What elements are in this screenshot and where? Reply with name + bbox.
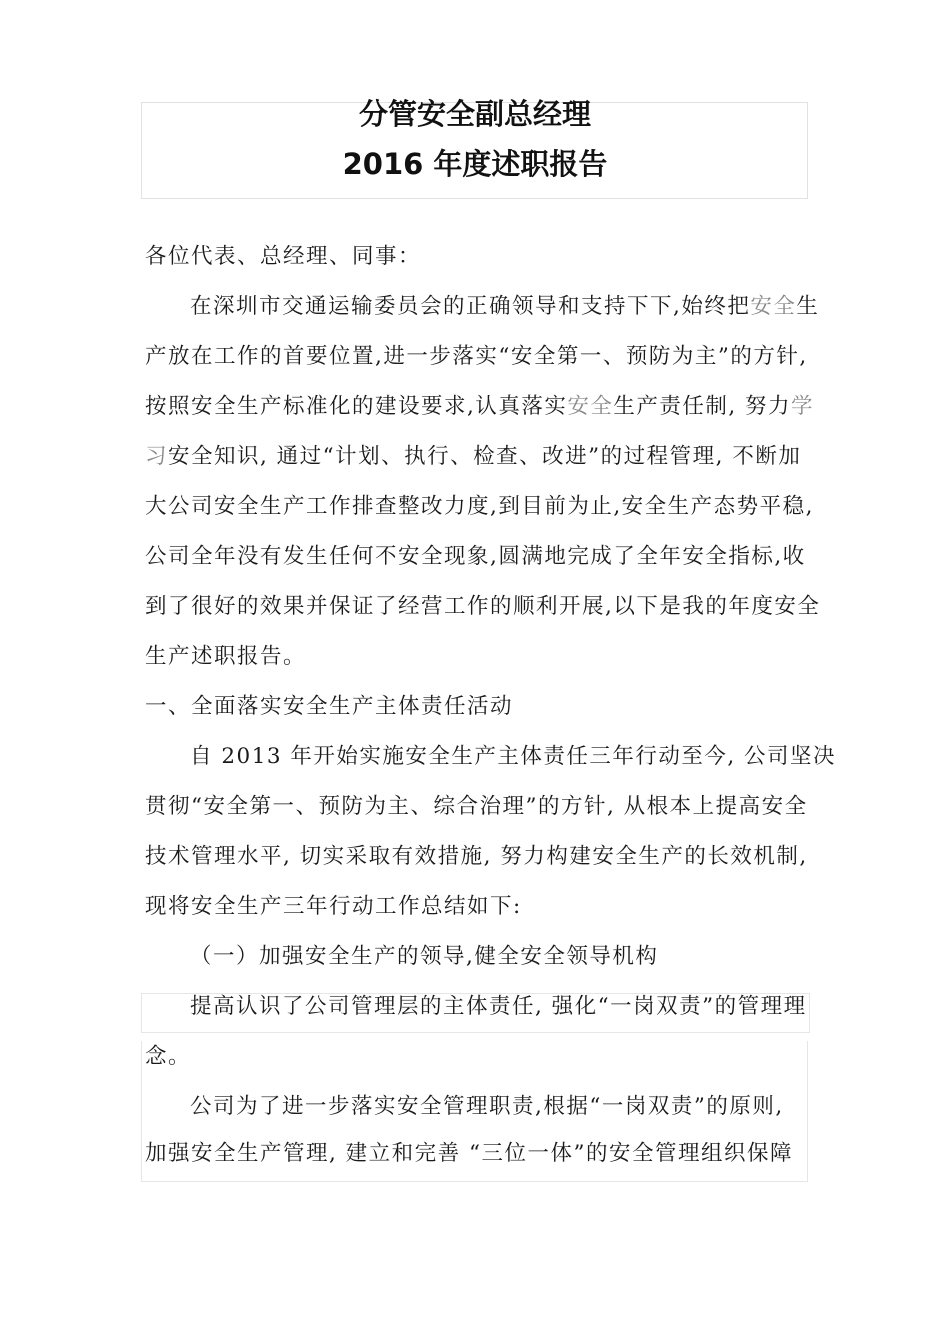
paragraph-line: 按照安全生产标准化的建设要求,认真落实安全生产责任制, 努力学 xyxy=(145,394,815,419)
paragraph-line: 加强安全生产管理, 建立和完善 “三位一体”的安全管理组织保障 xyxy=(145,1141,793,1166)
salutation: 各位代表、总经理、同事： xyxy=(145,244,422,269)
subheading: （一）加强安全生产的领导,健全安全领导机构 xyxy=(190,944,659,969)
paragraph-line: 产放在工作的首要位置,进一步落实“安全第一、预防为主”的方针, xyxy=(145,344,808,369)
paragraph-line: 提高认识了公司管理层的主体责任, 强化“一岗双责”的管理理 xyxy=(190,994,807,1019)
paragraph-line: 大公司安全生产工作排查整改力度,到目前为止,安全生产态势平稳, xyxy=(145,494,815,519)
paragraph-line: 习安全知识, 通过“计划、执行、检查、改进”的过程管理, 不断加 xyxy=(145,444,802,469)
document-title: 分管安全副总经理 xyxy=(358,97,591,131)
paragraph-line: 念。 xyxy=(145,1044,192,1069)
paragraph-line: 技术管理水平, 切实采取有效措施, 努力构建安全生产的长效机制, xyxy=(145,844,808,869)
paragraph-line: 贯彻“安全第一、预防为主、综合治理”的方针, 从根本上提高安全 xyxy=(145,794,808,819)
document-subtitle: 2016 年度述职报告 xyxy=(342,147,608,181)
paragraph-line: 生产述职报告。 xyxy=(145,644,307,669)
paragraph-line: 到了很好的效果并保证了经营工作的顺利开展,以下是我的年度安全 xyxy=(145,594,821,619)
paragraph-line: 在深圳市交通运输委员会的正确领导和支持下下,始终把安全生 xyxy=(190,294,820,319)
paragraph-line: 公司全年没有发生任何不安全现象,圆满地完成了全年安全指标,收 xyxy=(145,544,806,569)
paragraph-line: 公司为了进一步落实安全管理职责,根据“一岗双责”的原则, xyxy=(190,1094,784,1119)
section-heading: 一、全面落实安全生产主体责任活动 xyxy=(145,694,514,719)
paragraph-line: 现将安全生产三年行动工作总结如下: xyxy=(145,894,522,919)
paragraph-line: 自 2013 年开始实施安全生产主体责任三年行动至今, 公司坚决 xyxy=(190,744,837,769)
